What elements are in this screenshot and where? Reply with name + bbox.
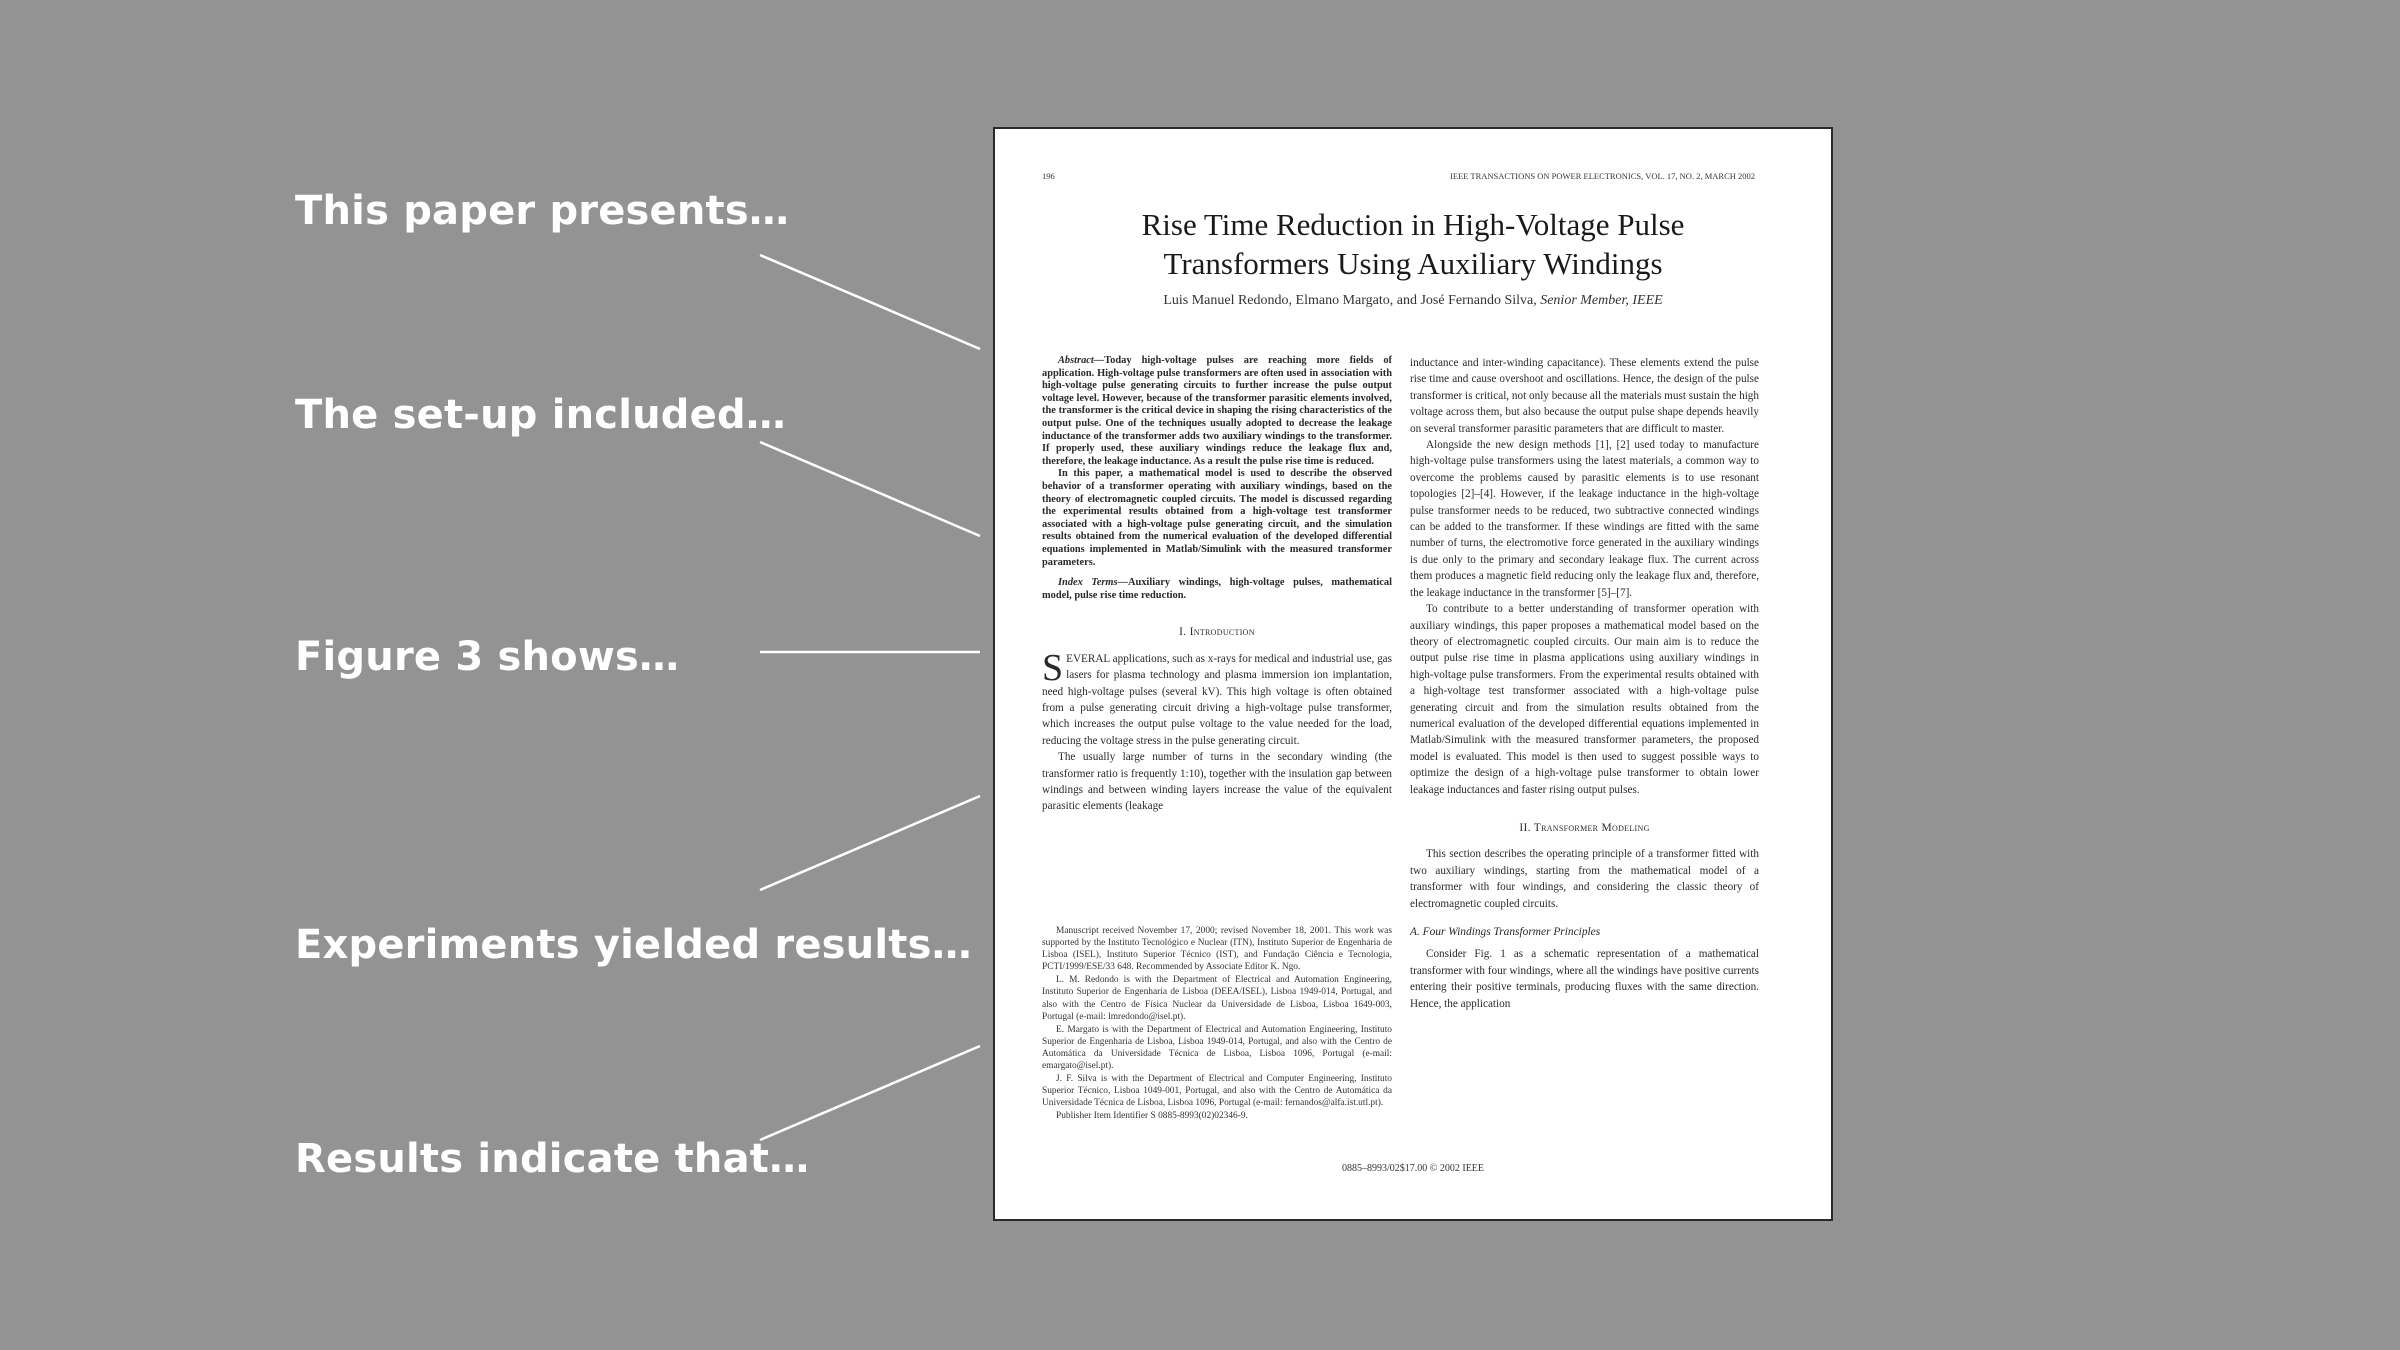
label-setup-included: The set-up included…: [295, 392, 786, 438]
running-head: [1042, 171, 1755, 181]
index-terms-lead: Index Terms—: [1058, 577, 1128, 589]
paper-title-line-1: Rise Time Reduction in High-Voltage Pulse: [1141, 207, 1685, 242]
label-experiments-yielded: Experiments yielded results…: [295, 922, 972, 968]
footnote-2: L. M. Redondo is with the Department of Electrical and Automation Engineering, Instituto Superior de Engenharia de Lisboa (DEEA/ISEL), Lisboa 1949-014, Portugal, and also with the Centro de Física Nuclear da Universidade de Lisboa, Lisboa 1649-003, Portugal (e-mail: lmredondo@isel.pt).: [1042, 975, 1392, 1022]
right-paragraph-3: To contribute to a better understanding of transformer operation with auxiliary windings, this paper proposes a mathematical model based on the theory of electromagnetic coupled circuits. Our main aim is to reduce the output pulse rise time in plasma applications using auxiliary windings in high-voltage pulse transformers. From the experimental results obtained with a high-voltage test transformer associated with a high-voltage pulse generating circuit and from the simulation results obtained from the numerical evaluation of the developed differential equations implemented in Matlab/Simulink with the measured transformer parameters, the proposed model is evaluated. This model is then used to suggest possible ways to optimize the design of a high-voltage pulse transformer to obtain lower leakage inductances and faster rising output pulses.: [1410, 603, 1759, 796]
paper-title: [995, 205, 1831, 283]
right-column: [1410, 355, 1759, 1012]
section-2-paragraph-1: This section describes the operating principle of a transformer fitted with two auxiliary windings, starting from the mathematical model of a transformer with four windings, and considering the classic theory of electromagnetic coupled circuits.: [1410, 848, 1759, 910]
abstract-paragraph-2: In this paper, a mathematical model is used to describe the observed behavior of a transformer operating with auxiliary windings, based on the theory of electromagnetic coupled circuits. The model is discussed regarding the experimental results obtained from a high-voltage test transformer associated with a high-voltage pulse generating circuit, and the simulation results obtained from the numerical evaluation of the developed differential equations implemented in Matlab/Simulink with the measured transformer parameters.: [1042, 468, 1392, 568]
author-names: Luis Manuel Redondo, Elmano Margato, and José Fernando Silva,: [1163, 293, 1541, 308]
journal-header: IEEE TRANSACTIONS ON POWER ELECTRONICS, VOL. 17, NO. 2, MARCH 2002: [1450, 171, 1755, 181]
intro-dropcap: S: [1042, 646, 1064, 689]
page-number: 196: [1042, 171, 1055, 181]
label-results-indicate: Results indicate that…: [295, 1136, 810, 1182]
footnote-4: J. F. Silva is with the Department of Electrical and Computer Engineering, Instituto Superior Técnico, Lisboa 1049-001, Portugal, and also with the Centro de Automática da Universidade Técnica de Lisboa, Lisboa 1096, Portugal (e-mail: fernandos@alfa.ist.utl.pt).: [1042, 1074, 1392, 1109]
abstract-text-1: Today high-voltage pulses are reaching more fields of application. High-voltage pulse transformers are often used in association with high-voltage pulse generating circuits to further increase the pulse output voltage level. However, because of the transformer parasitic elements involved, the transformer is the critical device in shaping the rising characteristics of the output pulse. One of the techniques usually adopted to decrease the leakage inductance of the transformer adds two auxiliary windings to the transformer. If properly used, these auxiliary windings reduce the leakage flux and, therefore, the leakage inductance. As a result the pulse rise time is reduced.: [1042, 355, 1392, 467]
footnote-1: Manuscript received November 17, 2000; revised November 18, 2001. This work was supported by the Instituto Tecnológico e Nuclear (ITN), Instituto Superior de Engenharia de Lisboa (ISEL), Instituto Superior Técnico (IST), and Fundação Ciência e Tecnologia, PCTI/1999/ESE/33 648. Recommended by Associate Editor K. Ngo.: [1042, 926, 1392, 973]
intro-paragraph-1: [1042, 646, 1392, 749]
author-affiliation: Senior Member, IEEE: [1540, 293, 1663, 308]
index-terms-text: Auxiliary windings, high-voltage pulses, mathematical model, pulse rise time reduction.: [1042, 577, 1392, 601]
connector-line-5: [760, 1046, 980, 1140]
label-figure-3-shows: Figure 3 shows…: [295, 634, 680, 680]
right-paragraph-2: Alongside the new design methods [1], [2] used today to manufacture high-voltage pulse transformers using the latest materials, a common way to overcome the problems caused by parasitic elements is to use resonant topologies [2]–[4]. However, if the leakage inductance in the high-voltage pulse transformer needs to be reduced, two subtractive connected windings can be added to the transformer. If these windings are fitted with the same number of turns, the electromotive force generated in the auxiliary windings is due only to the primary and secondary leakage flux. The current across them produces a magnetic field reducing only the leakage flux and, therefore, the leakage inductance in the transformer [5]–[7].: [1410, 439, 1759, 599]
footer-code: 0885–8993/02$17.00 © 2002 IEEE: [1341, 1163, 1485, 1174]
connector-line-2: [760, 442, 980, 536]
connector-line-4: [760, 796, 980, 890]
subsection-a-heading: A. Four Windings Transformer Principles: [1410, 926, 1601, 938]
paper-title-line-2: Transformers Using Auxiliary Windings: [1163, 246, 1663, 281]
footnotes: [1042, 925, 1392, 1124]
index-terms: [1042, 577, 1392, 602]
abstract-paragraph-1: [1042, 355, 1392, 468]
left-column: [1042, 355, 1392, 815]
section-1-heading: I. Introduction: [1179, 626, 1255, 639]
intro-paragraph-2: The usually large number of turns in the secondary winding (the transformer ratio is frequently 1:10), together with the insulation gap between windings and between winding layers increase the value of the equivalent parasitic elements (leakage: [1042, 751, 1392, 813]
connector-line-1: [760, 255, 980, 349]
section-2-heading: II. Transformer Modeling: [1519, 821, 1650, 834]
label-paper-presents: This paper presents…: [295, 188, 790, 234]
abstract-lead: Abstract—: [1058, 355, 1105, 366]
footnote-3: E. Margato is with the Department of Electrical and Automation Engineering, Instituto Superior de Engenharia de Lisboa, Lisboa 1949-014, Portugal, and also with the Centro de Automática da Universidade Técnica de Lisboa, Lisboa 1096, Portugal (e-mail: emargato@isel.pt).: [1042, 1024, 1392, 1072]
right-paragraph-1: inductance and inter-winding capacitance). These elements extend the pulse rise time and cause overshoot and oscillations. Hence, the design of the pulse transformer is critical, not only because all the materials must sustain the high voltage across them, but also because the output pulse shape depends heavily on several transformer parasitic parameters that are difficult to master.: [1410, 357, 1759, 435]
paper-authors: [995, 293, 1831, 309]
footnote-5: Publisher Item Identifier S 0885-8993(02)02346-9.: [1056, 1111, 1248, 1122]
intro-text-1: EVERAL applications, such as x-rays for medical and industrial use, gas lasers for plasma technology and plasma immersion ion implantation, need high-voltage pulses (several kV). This high voltage is often obtained from a pulse generating circuit driving a high-voltage pulse transformer, which increases the output pulse voltage to the value needed for the load, reducing the voltage stress in the pulse generating circuit.: [1042, 652, 1392, 747]
paper-page: [993, 127, 1833, 1221]
subsection-a-paragraph-1: Consider Fig. 1 as a schematic representation of a mathematical transformer with four windings, where all the windings have positive currents entering their positive terminals, producing fluxes with the same direction. Hence, the application: [1410, 948, 1759, 1010]
